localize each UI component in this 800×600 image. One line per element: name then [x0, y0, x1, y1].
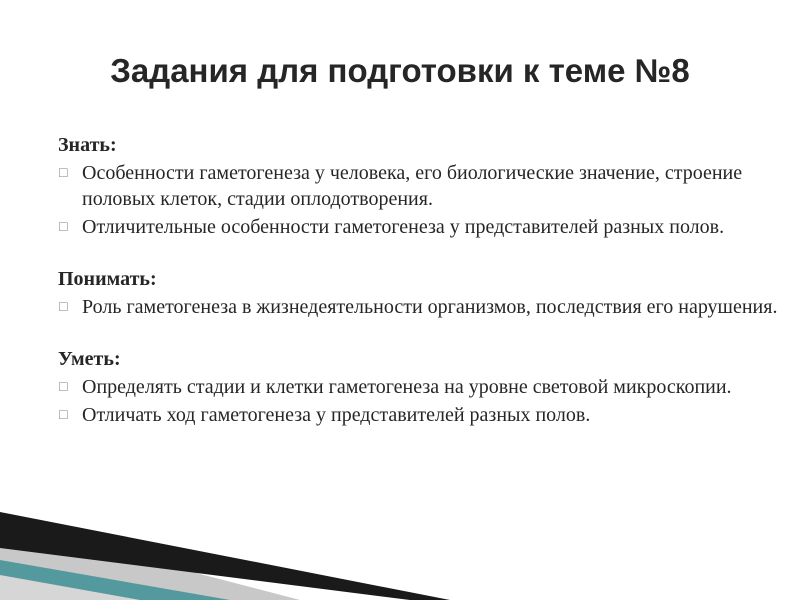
- check-box-outline-icon: ☐: [58, 300, 69, 314]
- check-box-outline-icon: ☐: [58, 408, 69, 422]
- section-heading: Знать:: [58, 134, 117, 156]
- check-box-outline-icon: ☐: [58, 220, 69, 234]
- check-box-outline-icon: ☐: [58, 166, 69, 180]
- check-box-outline-icon: ☐: [58, 380, 69, 394]
- section-heading: Уметь:: [58, 348, 121, 370]
- list-item-text: Отличать ход гаметогенеза у представителей разных полов.: [82, 404, 591, 426]
- list-item-text: Определять стадии и клетки гаметогенеза на уровне световой микроскопии.: [82, 376, 732, 398]
- list-item-text: Отличительные особенности гаметогенеза у представителей разных полов.: [82, 216, 725, 238]
- list-item-text: Особенности гаметогенеза у человека, его биологические значение, строение половых клеток, стадии оплодотворения.: [82, 162, 743, 210]
- slide-title: Задания для подготовки к теме №8: [110, 52, 690, 89]
- section-heading: Понимать:: [58, 268, 157, 290]
- list-item-text: Роль гаметогенеза в жизнедеятельности организмов, последствия его нарушения.: [82, 296, 778, 318]
